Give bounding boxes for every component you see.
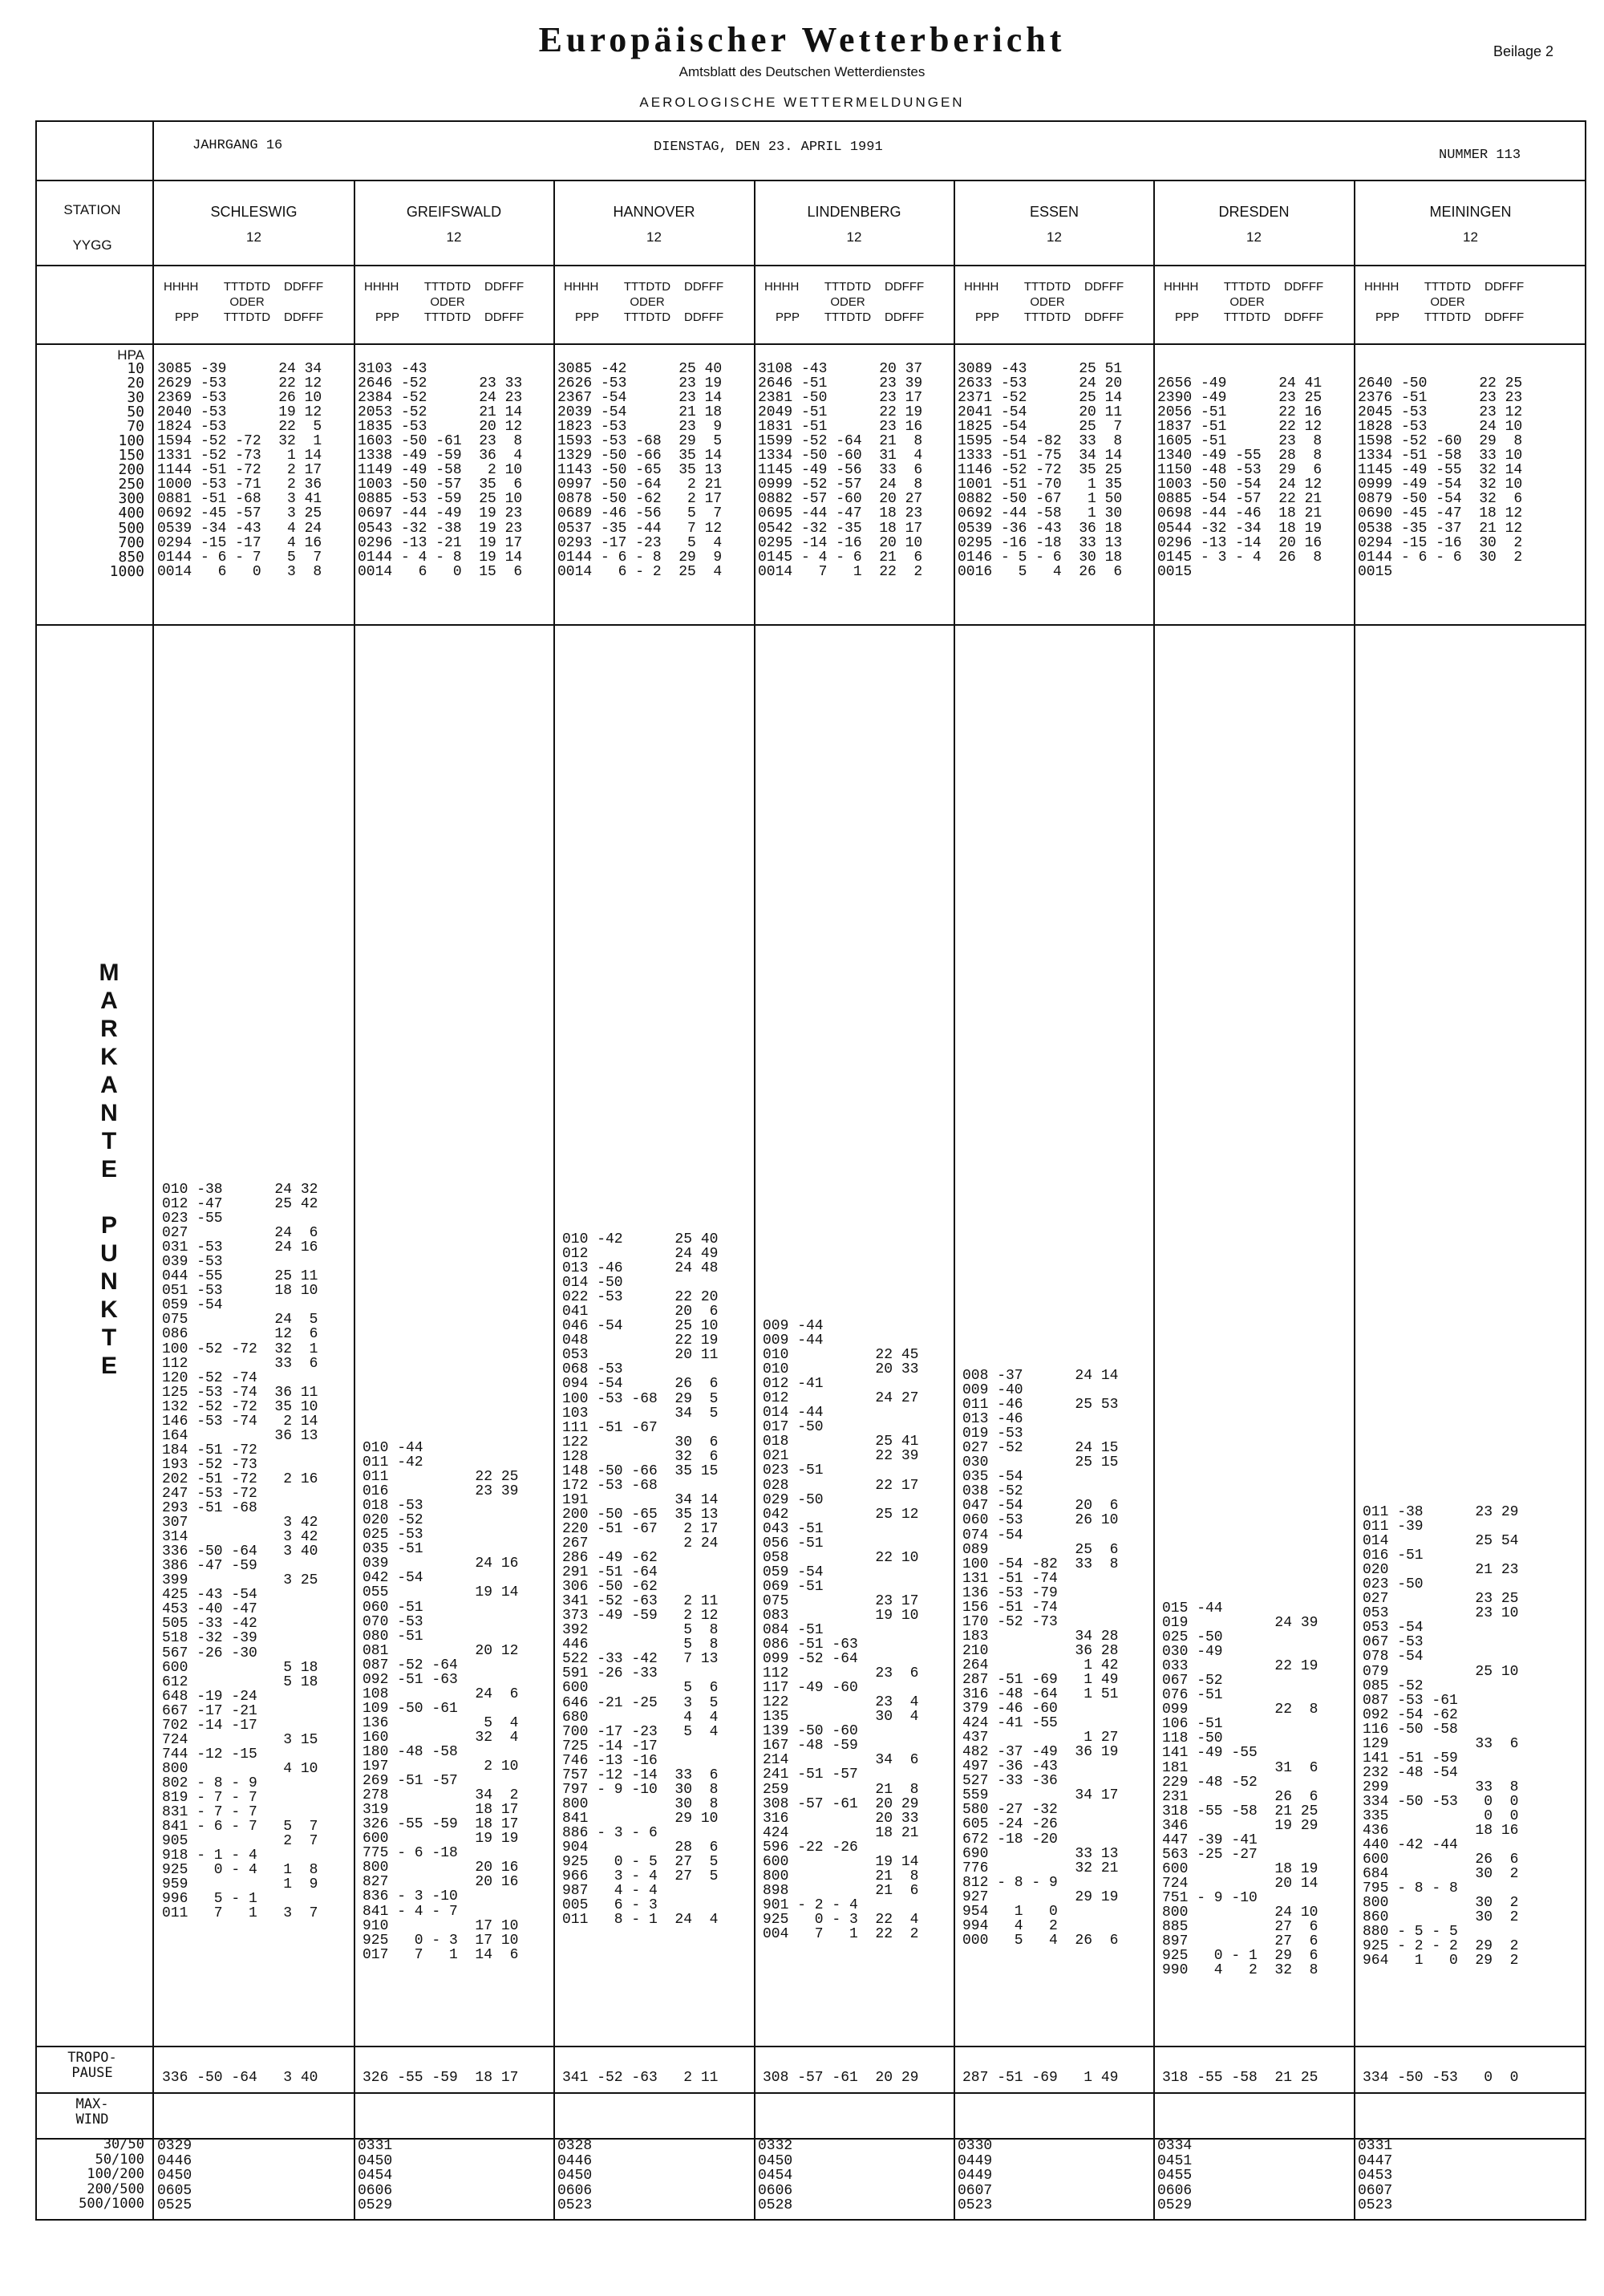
tttdtd-header-2: TTTDTD: [623, 310, 671, 324]
ppp-header: PPP: [575, 310, 600, 324]
tropopause-data: 336 -50 -64 3 40: [162, 2070, 318, 2086]
hhhh-header: HHHH: [964, 280, 999, 294]
ddfff-header-2: DDFFF: [885, 310, 925, 324]
column-divider: [553, 180, 555, 2221]
oder-header: ODER: [1030, 295, 1065, 309]
tttdtd-header-2: TTTDTD: [1023, 310, 1071, 324]
report-subtitle: Amtsblatt des Deutschen Wetterdienstes: [678, 64, 926, 79]
column-header: [564, 279, 747, 335]
tttdtd-header-2: TTTDTD: [1223, 310, 1271, 324]
maxwind-data: 0331 0450 0454 0606 0529: [358, 2138, 393, 2214]
station-name: SCHLESWIG: [210, 204, 298, 220]
hhhh-header: HHHH: [1364, 280, 1399, 294]
ppp-header: PPP: [1375, 310, 1400, 324]
tropopause-data: 287 -51 -69 1 49: [962, 2070, 1119, 2086]
tttdtd-header-2: TTTDTD: [1424, 310, 1472, 324]
tttdtd-header-2: TTTDTD: [423, 310, 472, 324]
column-header: [764, 279, 947, 335]
oder-header: ODER: [830, 295, 865, 309]
markante-punkte-data: 010 -38 24 32 012 -47 25 42 023 -55 027 24 6 031 -53 24 16 039 -53 044 -55 25 11 051 -53 18 10 059 -54 075 24 5 086 12 6 100 -52 -72 32 1 112 33 6 120 -52 -74 125 -53 -74 36 11 132 -52 -72 35 10 146 -53 -74 2 14 164 36 13 184 -51 -72 193 -52 -73 202 -51 -72 2 16 247 -53 -72 293 -51 -68 307 3 42 314 3 42 336 -50 -64 3 40 386 -47 -59 399 3 25 425 -43 -54 453 -40 -47 505 -33 -42 518 -32 -39 567 -26 -30 600 5 18 612 5 18 648 -19 -24 667 -17 -21 702 -14 -17 724 3 15 744 -12 -15 800 4 10 802 - 8 - 9 819 - 7 - 7 831 - 7 - 7 841 - 6 - 7 5 7 905 2 7 918 - 1 - 4 925 0 - 4 1 8 959 1 9 996 5 - 1 011 7 1 3 7: [162, 1182, 318, 1922]
supplement-label: Beilage 2: [1493, 43, 1554, 59]
tttdtd-header: TTTDTD: [824, 280, 872, 294]
station-time: 12: [1047, 229, 1062, 245]
issue-number: NUMMER 113: [1439, 148, 1521, 163]
column-header: [164, 279, 347, 335]
markante-punkte-data: 009 -44 009 -44 010 22 45 010 20 33 012 -41 012 24 27 014 -44 017 -50 018 25 41 021 22 39 023 -51 028 22 17 029 -50 042 25 12 043 -51 056 -51 058 22 10 059 -54 069 -51 075 23 17 083 19 10 084 -51 086 -51 -63 099 -52 -64 112 23 6 117 -49 -60 122 23 4 135 30 4 139 -50 -60 167 -48 -59 214 34 6 241 -51 -57 259 21 8 308 -57 -61 20 29 316 20 33 424 18 21 596 -22 -26 600 19 14 800 21 8 898 21 6 901 - 2 - 4 925 0 - 3 22 4 004 7 1 22 2: [763, 1318, 919, 1942]
station-name: ESSEN: [1029, 204, 1079, 220]
tttdtd-header: TTTDTD: [1023, 280, 1071, 294]
column-divider: [954, 180, 955, 2221]
maxwind-data: 0328 0446 0450 0606 0523: [557, 2138, 593, 2214]
maxwind-data: 0334 0451 0455 0606 0529: [1157, 2138, 1193, 2214]
ddfff-header: DDFFF: [484, 280, 525, 294]
markante-punkte-data: 008 -37 24 14 009 -40 011 -46 25 53 013 -46 019 -53 027 -52 24 15 030 25 15 035 -54 038 -52 047 -54 20 6 060 -53 26 10 074 -54 089 25 6 100 -54 -82 33 8 131 -51 -74 136 -53 -79 156 -51 -74 170 -52 -73 183 34 28 210 36 28 264 1 42 287 -51 -69 1 49 316 -48 -64 1 51 379 -46 -60 424 -41 -55 437 1 27 482 -37 -49 36 19 497 -36 -43 527 -33 -36 559 34 17 580 -27 -32 605 -24 -26 672 -18 -20 690 33 13 776 32 21 812 - 8 - 9 927 29 19 954 1 0 994 4 2 000 5 4 26 6: [962, 1368, 1119, 1949]
station-label: STATION: [63, 202, 121, 217]
layer-labels: 30/50 50/100 100/200 200/500 500/1000: [79, 2136, 144, 2213]
column-divider: [1354, 180, 1355, 2221]
hhhh-header: HHHH: [364, 280, 399, 294]
column-divider: [354, 180, 355, 2221]
markante-punkte-label: M A R K A N T E P U N K T E: [99, 959, 119, 1379]
station-name: HANNOVER: [613, 204, 695, 220]
hhhh-header: HHHH: [1164, 280, 1199, 294]
ddfff-header-2: DDFFF: [1284, 310, 1324, 324]
report-title: Europäischer Wetterbericht: [538, 20, 1066, 59]
ppp-header: PPP: [776, 310, 800, 324]
standard-levels-data: 3089 -43 25 51 2633 -53 24 20 2371 -52 25 14 2041 -54 20 11 1825 -54 25 7 1595 -54 -82 33 8 1333 -51 -75 34 14 1146 -52 -72 35 25 1001 -51 -70 1 35 0882 -50 -67 1 50 0692 -44 -58 1 30 0539 -36 -43 36 18 0295 -16 -18 33 13 0146 - 5 - 6 30 18 0016 5 4 26 6: [958, 361, 1123, 580]
ddfff-header-2: DDFFF: [484, 310, 525, 324]
ppp-header: PPP: [1175, 310, 1200, 324]
tropopause-data: 334 -50 -53 0 0: [1363, 2070, 1519, 2086]
tttdtd-header: TTTDTD: [223, 280, 271, 294]
ddfff-header: DDFFF: [1485, 280, 1525, 294]
hhhh-header: HHHH: [164, 280, 199, 294]
station-time: 12: [1246, 229, 1262, 245]
column-header: [1364, 279, 1580, 335]
station-time: 12: [1463, 229, 1478, 245]
column-divider: [754, 180, 755, 2221]
oder-header: ODER: [630, 295, 665, 309]
ddfff-header-2: DDFFF: [284, 310, 324, 324]
report-date: DIENSTAG, DEN 23. APRIL 1991: [654, 140, 883, 155]
station-time: 12: [446, 229, 462, 245]
station-time: 12: [646, 229, 662, 245]
label-column-divider: [152, 120, 154, 2221]
tropopause-label: TROPO- PAUSE: [67, 2050, 117, 2081]
station-name: LINDENBERG: [807, 204, 901, 220]
volume-number: JAHRGANG 16: [192, 138, 283, 153]
station-time: 12: [846, 229, 862, 245]
oder-header: ODER: [1430, 295, 1465, 309]
station-name: MEININGEN: [1429, 204, 1512, 220]
column-header: [1164, 279, 1347, 335]
ddfff-header: DDFFF: [1284, 280, 1324, 294]
markante-punkte-data: 011 -38 23 29 011 -39 014 25 54 016 -51 020 21 23 023 -50 027 23 25 053 23 10 053 -54 067 -53 078 -54 079 25 10 085 -52 087 -53 -61 092 -54 -62 116 -50 -58 129 33 6 141 -51 -59 232 -48 -54 299 33 8 334 -50 -53 0 0 335 0 0 436 18 16 440 -42 -44 600 26 6 684 30 2 795 - 8 - 8 800 30 2 860 30 2 880 - 5 - 5 925 - 2 - 2 29 2 964 1 0 29 2: [1363, 1504, 1519, 1969]
tttdtd-header: TTTDTD: [1424, 280, 1472, 294]
tropopause-data: 341 -52 -63 2 11: [562, 2070, 719, 2086]
column-header: [964, 279, 1148, 335]
ddfff-header-2: DDFFF: [1485, 310, 1525, 324]
tropopause-data: 308 -57 -61 20 29: [763, 2070, 919, 2086]
tttdtd-header: TTTDTD: [423, 280, 472, 294]
standard-levels-data: 3085 -42 25 40 2626 -53 23 19 2367 -54 23 14 2039 -54 21 18 1823 -53 23 9 1593 -53 -68 29 5 1329 -50 -66 35 14 1143 -50 -65 35 13 0997 -50 -64 2 21 0878 -50 -62 2 17 0689 -46 -56 5 7 0537 -35 -44 7 12 0293 -17 -23 5 4 0144 - 6 - 8 29 9 0014 6 - 2 25 4: [557, 361, 723, 580]
hpa-label: HPA: [117, 347, 144, 363]
ddfff-header-2: DDFFF: [684, 310, 724, 324]
station-name: GREIFSWALD: [406, 204, 502, 220]
pressure-levels: 10 20 30 50 70 100 150 200 250 300 400 500 700 850 1000: [109, 360, 144, 580]
tropopause-data: 326 -55 -59 18 17: [363, 2070, 519, 2086]
ddfff-header: DDFFF: [284, 280, 324, 294]
ppp-header: PPP: [375, 310, 400, 324]
tttdtd-header-2: TTTDTD: [824, 310, 872, 324]
hhhh-header: HHHH: [564, 280, 599, 294]
standard-levels-data: 3103 -43 2646 -52 23 33 2384 -52 24 23 2053 -52 21 14 1835 -53 20 12 1603 -50 -61 23 8 1338 -49 -59 36 4 1149 -49 -58 2 10 1003 -50 -57 35 6 0885 -53 -59 25 10 0697 -44 -49 19 23 0543 -32 -38 19 23 0296 -13 -21 19 17 0144 - 4 - 8 19 14 0014 6 0 15 6: [358, 361, 523, 580]
oder-header: ODER: [430, 295, 465, 309]
yygg-label: YYGG: [72, 237, 112, 253]
maxwind-label: MAX- WIND: [75, 2096, 109, 2128]
ddfff-header: DDFFF: [1084, 280, 1124, 294]
station-time: 12: [246, 229, 261, 245]
markante-punkte-data: 010 -42 25 40 012 24 49 013 -46 24 48 014 -50 022 -53 22 20 041 20 6 046 -54 25 10 048 22 19 053 20 11 068 -53 094 -54 26 6 100 -53 -68 29 5 103 34 5 111 -51 -67 122 30 6 128 32 6 148 -50 -66 35 15 172 -53 -68 191 34 14 200 -50 -65 35 13 220 -51 -67 2 17 267 2 24 286 -49 -62 291 -51 -64 306 -50 -62 341 -52 -63 2 11 373 -49 -59 2 12 392 5 8 446 5 8 522 -33 -42 7 13 591 -26 -33 600 5 6 646 -21 -25 3 5 680 4 4 700 -17 -23 5 4 725 -14 -17 746 -13 -16 757 -12 -14 33 6 797 - 9 -10 30 8 800 30 8 841 29 10 886 - 3 - 6 904 28 6 925 0 - 5 27 5 966 3 - 4 27 5 987 4 - 4 005 6 - 3 011 8 - 1 24 4: [562, 1231, 719, 1929]
maxwind-data: 0330 0449 0449 0607 0523: [958, 2138, 993, 2214]
ddfff-header: DDFFF: [684, 280, 724, 294]
tropopause-data: 318 -55 -58 21 25: [1162, 2070, 1318, 2086]
station-name: DRESDEN: [1218, 204, 1290, 220]
maxwind-data: 0329 0446 0450 0605 0525: [157, 2138, 192, 2214]
standard-levels-data: 3085 -39 24 34 2629 -53 22 12 2369 -53 26 10 2040 -53 19 12 1824 -53 22 5 1594 -52 -72 32 1 1331 -52 -73 1 14 1144 -51 -72 2 17 1000 -53 -71 2 36 0881 -51 -68 3 41 0692 -45 -57 3 25 0539 -34 -43 4 24 0294 -15 -17 4 16 0144 - 6 - 7 5 7 0014 6 0 3 8: [157, 361, 322, 580]
column-divider: [1153, 180, 1155, 2221]
tttdtd-header-2: TTTDTD: [223, 310, 271, 324]
markante-punkte-data: 010 -44 011 -42 011 22 25 016 23 39 018 -53 020 -52 025 -53 035 -51 039 24 16 042 -54 055 19 14 060 -51 070 -53 080 -51 081 20 12 087 -52 -64 092 -51 -63 108 24 6 109 -50 -61 136 5 4 160 32 4 180 -48 -58 197 2 10 269 -51 -57 278 34 2 319 18 17 326 -55 -59 18 17 600 19 19 775 - 6 -18 800 20 16 827 20 16 836 - 3 -10 841 - 4 - 7 910 17 10 925 0 - 3 17 10 017 7 1 14 6: [363, 1440, 519, 1963]
tttdtd-header: TTTDTD: [1223, 280, 1271, 294]
standard-levels-data: 2656 -49 24 41 2390 -49 23 25 2056 -51 22 16 1837 -51 22 12 1605 -51 23 8 1340 -49 -55 28 8 1150 -48 -53 29 6 1003 -50 -54 24 12 0885 -54 -57 22 21 0698 -44 -46 18 21 0544 -32 -34 18 19 0296 -13 -14 20 16 0145 - 3 - 4 26 8 0015: [1157, 375, 1322, 580]
tttdtd-header: TTTDTD: [623, 280, 671, 294]
oder-header: ODER: [229, 295, 265, 309]
oder-header: ODER: [1229, 295, 1265, 309]
maxwind-data: 0332 0450 0454 0606 0528: [758, 2138, 793, 2214]
markante-punkte-data: 015 -44 019 24 39 025 -50 030 -49 033 22 19 067 -52 076 -51 099 22 8 106 -51 118 -50 141 -49 -55 181 31 6 229 -48 -52 231 26 6 318 -55 -58 21 25 346 19 29 447 -39 -41 563 -25 -27 600 18 19 724 20 14 751 - 9 -10 800 24 10 885 27 6 897 27 6 925 0 - 1 29 6 990 4 2 32 8: [1162, 1600, 1318, 1979]
ddfff-header-2: DDFFF: [1084, 310, 1124, 324]
section-title: AEROLOGISCHE WETTERMELDUNGEN: [639, 95, 965, 110]
standard-levels-data: 3108 -43 20 37 2646 -51 23 39 2381 -50 23 17 2049 -51 22 19 1831 -51 23 16 1599 -52 -64 21 8 1334 -50 -60 31 4 1145 -49 -56 33 6 0999 -52 -57 24 8 0882 -57 -60 20 27 0695 -44 -47 18 23 0542 -32 -35 18 17 0295 -14 -16 20 10 0145 - 4 - 6 21 6 0014 7 1 22 2: [758, 361, 923, 580]
standard-levels-data: 2640 -50 22 25 2376 -51 23 23 2045 -53 23 12 1828 -53 24 10 1598 -52 -60 29 8 1334 -51 -58 33 10 1145 -49 -55 32 14 0999 -49 -54 32 10 0879 -50 -54 32 6 0690 -45 -47 18 12 0538 -35 -37 21 12 0294 -15 -16 30 2 0144 - 6 - 6 30 2 0015: [1358, 375, 1523, 580]
hhhh-header: HHHH: [764, 280, 800, 294]
maxwind-data: 0331 0447 0453 0607 0523: [1358, 2138, 1393, 2214]
column-header: [364, 279, 547, 335]
ppp-header: PPP: [175, 310, 200, 324]
ddfff-header: DDFFF: [885, 280, 925, 294]
ppp-header: PPP: [975, 310, 1000, 324]
